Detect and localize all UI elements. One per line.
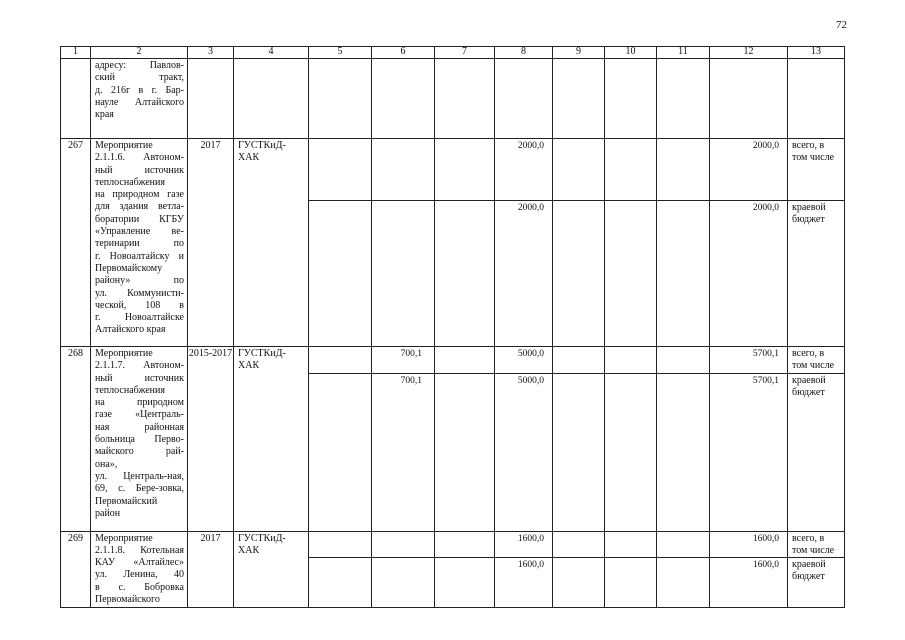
description-line: в с. Бобровка xyxy=(95,581,184,593)
col5-cell xyxy=(309,201,372,347)
col9-cell xyxy=(553,201,605,347)
col11-cell xyxy=(657,373,710,531)
header-row xyxy=(61,47,845,59)
column-header: 8 xyxy=(495,47,553,59)
column-header: 2 xyxy=(91,47,188,59)
funding-source: краевой бюджет xyxy=(788,201,845,347)
col7-cell xyxy=(435,373,495,531)
description-line: г. Новоалтайске xyxy=(95,312,184,324)
empty-cell xyxy=(188,59,234,139)
col6-value: 700,1 xyxy=(372,373,435,531)
description-line: адресу: Павлов- xyxy=(95,60,184,71)
col5-cell xyxy=(309,139,372,201)
col7-cell xyxy=(435,347,495,374)
description-line: район xyxy=(95,507,121,519)
empty-cell xyxy=(309,59,372,139)
funding-source: всего, в том числе xyxy=(788,347,845,374)
row-number-cell xyxy=(61,59,91,139)
description-line: Алтайского края xyxy=(95,324,166,336)
measure-row-total xyxy=(61,347,845,374)
col6-value xyxy=(372,201,435,347)
measure-description xyxy=(91,59,188,139)
funding-source: краевой бюджет xyxy=(788,558,845,608)
measure-description xyxy=(91,139,188,347)
description-line: больница Перво- xyxy=(95,434,184,446)
description-line: 2.1.1.7. Автоном- xyxy=(95,360,184,372)
empty-cell xyxy=(372,59,435,139)
col12-value: 2000,0 xyxy=(710,139,788,201)
col9-cell xyxy=(553,347,605,374)
col8-value: 5000,0 xyxy=(495,373,553,531)
col7-cell xyxy=(435,139,495,201)
page-number: 72 xyxy=(836,19,847,31)
empty-cell xyxy=(605,59,657,139)
col8-value: 2000,0 xyxy=(495,201,553,347)
description-line: на природном xyxy=(95,397,184,409)
description-line: края xyxy=(95,109,114,121)
description-line: ная районная xyxy=(95,421,184,433)
description-line: теплоснабжения xyxy=(95,176,165,188)
column-header: 9 xyxy=(553,47,605,59)
col9-cell xyxy=(553,531,605,558)
col11-cell xyxy=(657,347,710,374)
col6-value xyxy=(372,531,435,558)
measure-row-total xyxy=(61,139,845,201)
description-line: КАУ «Алтайлес» xyxy=(95,557,184,569)
col10-cell xyxy=(605,531,657,558)
description-line: Первомайский xyxy=(95,495,158,507)
description-line: она», xyxy=(95,458,118,470)
col12-value: 2000,0 xyxy=(710,201,788,347)
description-line: Первомайскому xyxy=(95,262,163,274)
empty-cell xyxy=(788,59,845,139)
description-line: для здания ветла- xyxy=(95,201,184,213)
measure-row-total xyxy=(61,531,845,558)
description-line: теринарии по xyxy=(95,238,184,250)
empty-cell xyxy=(710,59,788,139)
col5-cell xyxy=(309,558,372,608)
col10-cell xyxy=(605,558,657,608)
description-line: газе «Централь- xyxy=(95,409,184,421)
description-line: Мероприятие xyxy=(95,348,153,359)
empty-cell xyxy=(435,59,495,139)
column-header: 7 xyxy=(435,47,495,59)
col12-value: 5700,1 xyxy=(710,347,788,374)
executor-cell: ГУСТКиД-ХАК xyxy=(234,139,309,347)
col9-cell xyxy=(553,373,605,531)
description-line: теплоснабжения xyxy=(95,384,165,396)
col5-cell xyxy=(309,373,372,531)
col6-value xyxy=(372,558,435,608)
year-cell: 2015-2017 xyxy=(188,347,234,532)
description-line: ул. Коммунисти- xyxy=(95,287,184,299)
col12-value: 1600,0 xyxy=(710,558,788,608)
empty-cell xyxy=(553,59,605,139)
empty-cell xyxy=(234,59,309,139)
description-line: Первомайского xyxy=(95,594,160,606)
col7-cell xyxy=(435,558,495,608)
description-line: ный источник xyxy=(95,372,184,384)
measure-description xyxy=(91,347,188,532)
year-cell: 2017 xyxy=(188,531,234,608)
col6-value: 700,1 xyxy=(372,347,435,374)
empty-cell xyxy=(657,59,710,139)
column-header: 13 xyxy=(788,47,845,59)
column-header: 5 xyxy=(309,47,372,59)
description-line: 2.1.1.8. Котельная xyxy=(95,544,184,556)
funding-source: всего, в том числе xyxy=(788,531,845,558)
row-number: 267 xyxy=(61,139,91,347)
row-number: 268 xyxy=(61,347,91,532)
col7-cell xyxy=(435,531,495,558)
funding-source: всего, в том числе xyxy=(788,139,845,201)
col12-value: 1600,0 xyxy=(710,531,788,558)
col11-cell xyxy=(657,531,710,558)
description-line: г. Новоалтайску и xyxy=(95,250,184,262)
description-line: ул. Ленина, 40 xyxy=(95,569,184,581)
col10-cell xyxy=(605,201,657,347)
col10-cell xyxy=(605,347,657,374)
description-line: ческой, 108 в xyxy=(95,299,184,311)
col8-value: 2000,0 xyxy=(495,139,553,201)
description-line: «Управление ве- xyxy=(95,226,184,238)
executor-cell: ГУСТКиД-ХАК xyxy=(234,347,309,532)
col9-cell xyxy=(553,139,605,201)
col7-cell xyxy=(435,201,495,347)
budget-table xyxy=(60,46,845,608)
description-line: боратории КГБУ xyxy=(95,213,184,225)
description-line: майского рай- xyxy=(95,446,184,458)
col5-cell xyxy=(309,347,372,374)
description-line: Мероприятие xyxy=(95,140,153,151)
col6-value xyxy=(372,139,435,201)
col12-value: 5700,1 xyxy=(710,373,788,531)
executor-cell: ГУСТКиД-ХАК xyxy=(234,531,309,608)
column-header: 10 xyxy=(605,47,657,59)
column-header: 4 xyxy=(234,47,309,59)
col9-cell xyxy=(553,558,605,608)
description-line: ный источник xyxy=(95,164,184,176)
column-header: 6 xyxy=(372,47,435,59)
description-line: науле Алтайского xyxy=(95,96,184,108)
description-line: д. 216г в г. Бар- xyxy=(95,84,184,96)
description-line: 2.1.1.6. Автоном- xyxy=(95,152,184,164)
column-header: 3 xyxy=(188,47,234,59)
column-header: 12 xyxy=(710,47,788,59)
column-header: 1 xyxy=(61,47,91,59)
col11-cell xyxy=(657,558,710,608)
col8-value: 1600,0 xyxy=(495,531,553,558)
col10-cell xyxy=(605,373,657,531)
col8-value: 5000,0 xyxy=(495,347,553,374)
description-line: району» по xyxy=(95,275,184,287)
col10-cell xyxy=(605,139,657,201)
col8-value: 1600,0 xyxy=(495,558,553,608)
description-line: на природном газе xyxy=(95,189,184,201)
empty-cell xyxy=(495,59,553,139)
description-line: 69, с. Бере-зовка, xyxy=(95,483,184,495)
column-header: 11 xyxy=(657,47,710,59)
description-line: Мероприятие xyxy=(95,532,153,544)
funding-source: краевой бюджет xyxy=(788,373,845,531)
col11-cell xyxy=(657,201,710,347)
continuation-row xyxy=(61,59,845,139)
col11-cell xyxy=(657,139,710,201)
measure-description xyxy=(91,531,188,608)
description-line: ский тракт, xyxy=(95,72,184,84)
description-line: ул. Централь-ная, xyxy=(95,470,184,482)
year-cell: 2017 xyxy=(188,139,234,347)
col5-cell xyxy=(309,531,372,558)
row-number: 269 xyxy=(61,531,91,608)
